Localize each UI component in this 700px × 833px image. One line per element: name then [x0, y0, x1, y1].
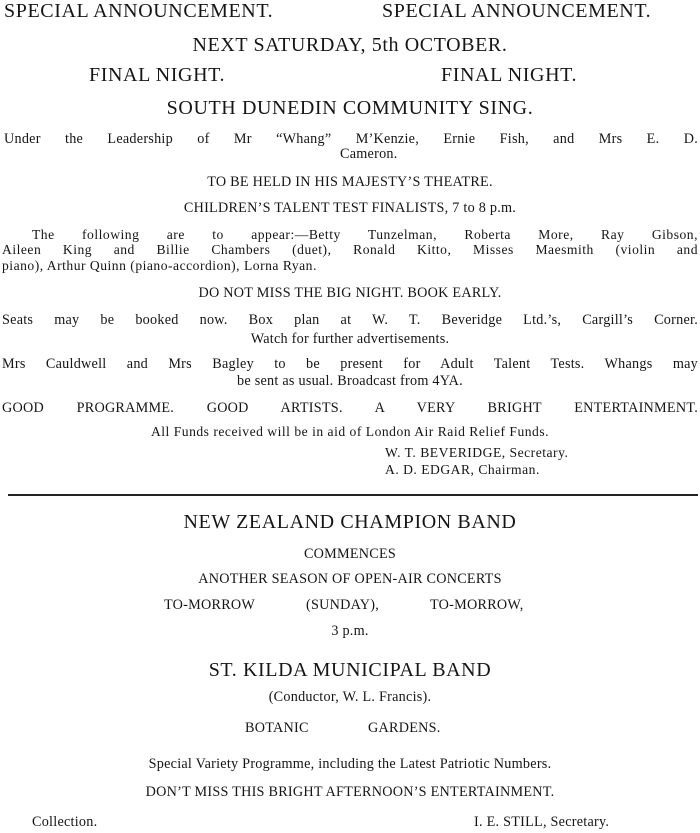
final-night-left: FINAL NIGHT.	[89, 64, 226, 86]
leadership-line-2: Cameron.	[340, 146, 398, 162]
commences-line: COMMENCES	[303, 546, 397, 562]
chairman-signature: A. D. EDGAR, Chairman.	[385, 462, 540, 477]
leadership-line-1: Under the Leadership of Mr “Whang” M’Kenzie, Ernie Fish, and Mrs E. D.	[4, 131, 698, 147]
when-tomorrow-left: TO-MORROW	[164, 597, 256, 613]
event-title: SOUTH DUNEDIN COMMUNITY SING.	[166, 97, 534, 119]
collection-text: Collection.	[32, 814, 98, 830]
book-early-line: DO NOT MISS THE BIG NIGHT. BOOK EARLY.	[198, 285, 502, 301]
talent-test-line: CHILDREN’S TALENT TEST FINALISTS, 7 to 8 p.m.	[183, 200, 517, 216]
adult-talent-line-2: be sent as usual. Broadcast from 4YA.	[237, 373, 463, 389]
location-botanic: BOTANIC	[245, 720, 309, 736]
location-gardens: GARDENS.	[368, 720, 441, 736]
performers-line-3: piano), Arthur Quinn (piano-accordion), Lorna Ryan.	[2, 258, 317, 273]
watch-line: Watch for further advertisements.	[250, 331, 450, 347]
date-line: NEXT SATURDAY, 5th OCTOBER.	[192, 34, 508, 56]
divider-rule	[8, 494, 698, 496]
header-left-text: SPECIAL ANNOUNCEMENT.	[4, 0, 274, 22]
good-programme-line: GOOD PROGRAMME. GOOD ARTISTS. A VERY BRIGHT ENTERTAINMENT.	[2, 400, 698, 416]
funds-line: All Funds received will be in aid of London Air Raid Relief Funds.	[150, 424, 550, 439]
band-title: NEW ZEALAND CHAMPION BAND	[183, 511, 517, 533]
time-line: 3 p.m.	[331, 623, 369, 639]
season-line: ANOTHER SEASON OF OPEN-AIR CONCERTS	[198, 571, 502, 587]
performers-line-2: Aileen King and Billie Chambers (duet), Ronald Kitto, Misses Maesmith (violin and	[2, 242, 698, 257]
final-night-right: FINAL NIGHT.	[441, 64, 578, 86]
conductor-line: (Conductor, W. L. Francis).	[268, 689, 432, 705]
venue-line: TO BE HELD IN HIS MAJESTY’S THEATRE.	[207, 174, 493, 190]
performers-line-1: The following are to appear:—Betty Tunzelman, Roberta More, Ray Gibson,	[32, 227, 698, 242]
seats-line: Seats may be booked now. Box plan at W. T. Beveridge Ltd.’s, Cargill’s Corner.	[2, 312, 698, 328]
band-name: ST. KILDA MUNICIPAL BAND	[208, 659, 492, 681]
dont-miss-line: DON’T MISS THIS BRIGHT AFTERNOON’S ENTERTAINMENT.	[145, 784, 555, 800]
secretary-text: I. E. STILL, Secretary.	[474, 814, 610, 830]
secretary-signature: W. T. BEVERIDGE, Secretary.	[385, 445, 569, 460]
adult-talent-line-1: Mrs Cauldwell and Mrs Bagley to be present for Adult Talent Tests. Whangs may	[2, 356, 698, 372]
programme-line: Special Variety Programme, including the Latest Patriotic Numbers.	[148, 756, 552, 772]
when-sunday: (SUNDAY),	[306, 597, 380, 613]
header-right-text: SPECIAL ANNOUNCEMENT.	[382, 0, 652, 22]
when-tomorrow-right: TO-MORROW,	[430, 597, 524, 613]
